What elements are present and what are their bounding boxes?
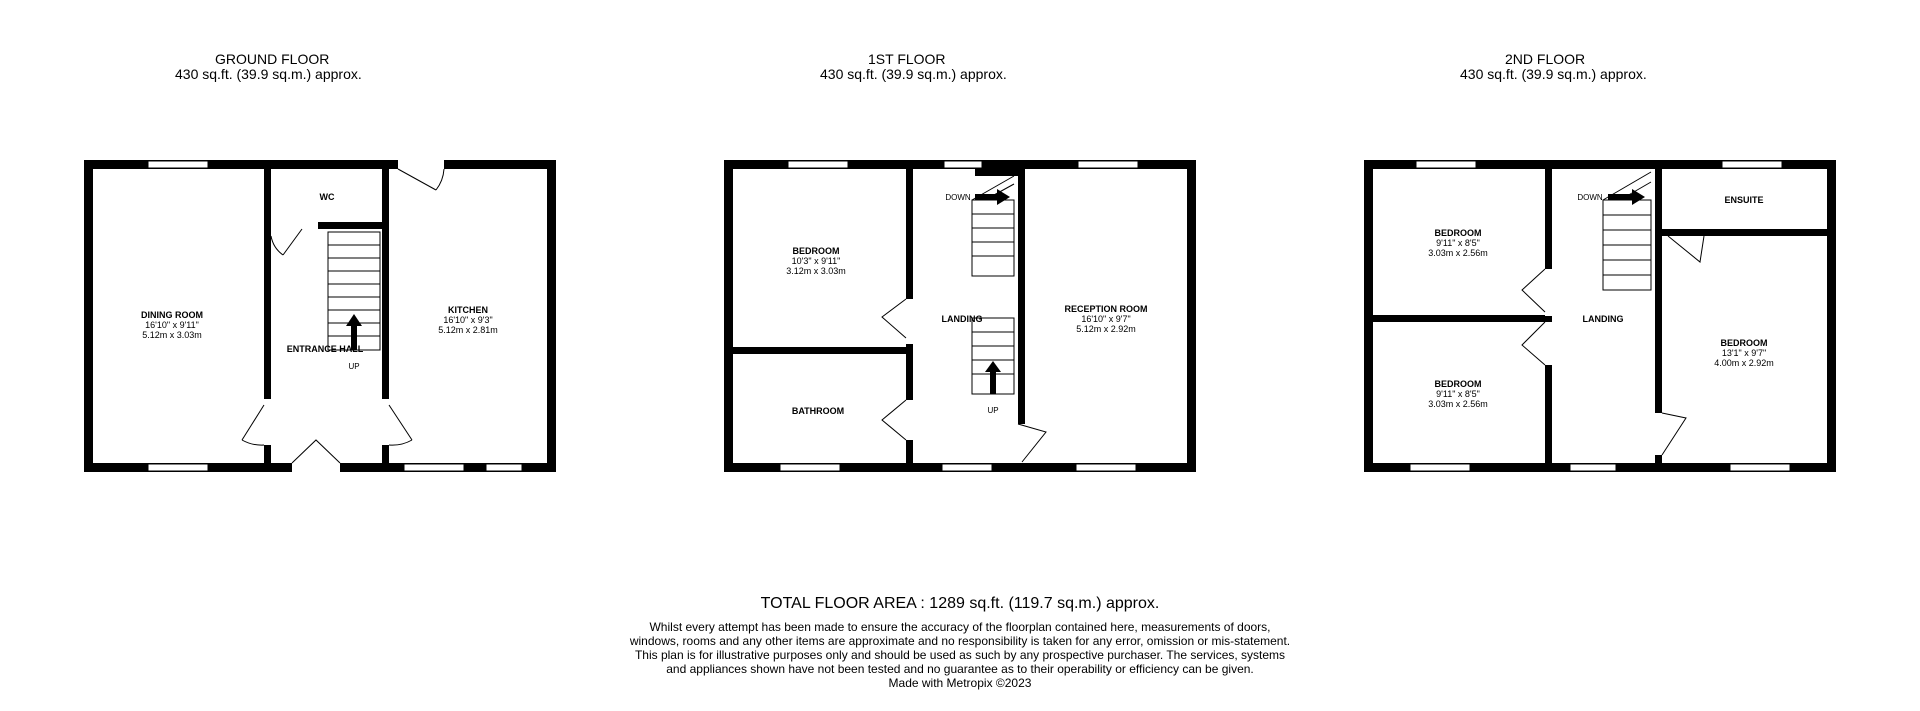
room-landing [942,314,983,324]
room-bedroom [1428,379,1488,409]
wall [318,222,382,229]
room-name: BATHROOM [791,406,845,416]
wall [382,169,389,399]
room-landing [1583,314,1624,324]
stairs-up-label: UP [987,406,999,415]
stairs-down-label: DOWN [1577,193,1603,202]
room-dimensions-metric: 3.03m x 2.56m [1428,399,1488,409]
floor-name: 1ST FLOOR [868,51,946,67]
floor-area: 430 sq.ft. (39.9 sq.m.) approx. [1460,66,1647,82]
room-name: BEDROOM [792,246,840,256]
room-reception-room [1064,304,1147,334]
room-dimensions-imperial: 9'11" x 8'5" [1436,238,1480,248]
room-entrance-hall [287,344,364,354]
room-dimensions-imperial: 16'10" x 9'3" [443,315,493,325]
room-name: LANDING [941,314,983,324]
room-dimensions-metric: 4.00m x 2.92m [1714,358,1774,368]
disclaimer-text: Whilst every attempt has been made to ensure the accuracy of the floorplan contained here, measurements of doors, windows, rooms and any other items are approximate and no responsibility is taken for any error, omission or mis-statement. This plan is for illustrative purposes only and should be used as such by any prospective purchaser. The services, systems and appliances shown have not been tested and no guarantee as to their operability or efficiency can be given. [629,620,1291,676]
room-dimensions-metric: 5.12m x 3.03m [142,330,202,340]
room-bathroom [792,406,844,416]
room-bedroom [786,246,846,276]
room-dimensions-metric: 5.12m x 2.81m [438,325,498,335]
room-dimensions-imperial: 13'1" x 9'7" [1721,348,1767,358]
room-name: ENTRANCE HALL [286,344,364,354]
wall [84,160,93,472]
room-dimensions-metric: 3.12m x 3.03m [786,266,846,276]
room-name: BEDROOM [1434,379,1482,389]
room-name: ENSUITE [1724,195,1764,205]
footer [560,594,1360,690]
wall [547,160,556,472]
room-dimensions-imperial: 10'3" x 9'11" [791,256,841,266]
floor-area: 430 sq.ft. (39.9 sq.m.) approx. [820,66,1007,82]
room-name: BEDROOM [1434,228,1482,238]
room-dimensions-imperial: 16'10" x 9'11" [145,320,199,330]
room-kitchen [438,305,498,335]
room-name: KITCHEN [448,305,488,315]
credit-text: Made with Metropix ©2023 [888,676,1032,690]
room-ensuite [1724,195,1763,205]
room-name: LANDING [1582,314,1624,324]
room-dimensions-metric: 3.03m x 2.56m [1428,248,1488,258]
room-dimensions-metric: 5.12m x 2.92m [1076,324,1136,334]
room-wc [320,192,335,202]
stairs-up-label: UP [348,362,360,371]
room-name: BEDROOM [1720,338,1768,348]
room-dimensions-imperial: 9'11" x 8'5" [1436,389,1480,399]
wall [264,169,271,399]
room-dining-room [141,310,203,340]
stairs-down-label: DOWN [945,193,971,202]
floor-name: 2ND FLOOR [1505,51,1586,67]
total-floor-area: TOTAL FLOOR AREA : 1289 sq.ft. (119.7 sq.m.) approx. [760,595,1160,612]
floor-name: GROUND FLOOR [215,51,330,67]
room-name: WC [319,192,335,202]
room-bedroom [1428,228,1488,258]
room-name: DINING ROOM [141,310,203,320]
room-name: RECEPTION ROOM [1064,304,1148,314]
room-bedroom [1714,338,1774,368]
room-dimensions-imperial: 16'10" x 9'7" [1081,314,1131,324]
floor-area: 430 sq.ft. (39.9 sq.m.) approx. [175,66,362,82]
